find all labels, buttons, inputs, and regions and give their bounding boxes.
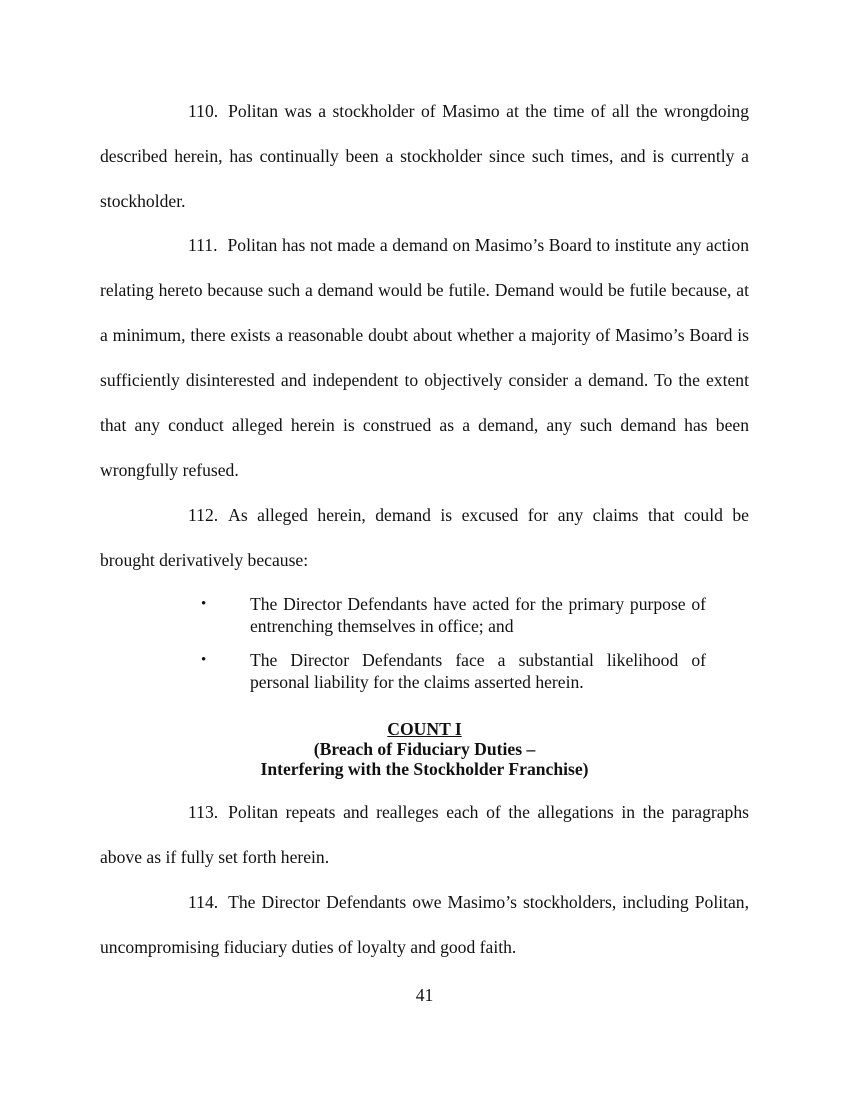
bullet-text: The Director Defendants have acted for the primary purpose of entrenching themselves in office; and [250, 594, 706, 636]
paragraph-number: 112. [188, 505, 219, 525]
bullet-text: The Director Defendants face a substantial likelihood of personal liability for the claims asserted herein. [250, 650, 706, 692]
bullet-item [196, 593, 706, 637]
paragraph-110 [100, 89, 749, 224]
paragraph-number: 110. [188, 101, 219, 121]
paragraph-text: The Director Defendants owe Masimo’s stockholders, including Politan, uncompromising fiduciary duties of loyalty and good faith. [100, 892, 749, 957]
paragraph-number: 113. [188, 802, 219, 822]
page-number: 41 [415, 985, 434, 1005]
paragraph-111 [100, 223, 749, 493]
paragraph-114 [100, 880, 749, 970]
paragraph-text: As alleged herein, demand is excused for any claims that could be brought derivatively because: [100, 505, 749, 570]
bullet-list [196, 593, 706, 705]
bullet-icon: • [201, 596, 207, 612]
paragraph-113 [100, 790, 749, 880]
paragraph-text: Politan repeats and realleges each of the allegations in the paragraphs above as if fully set forth herein. [100, 802, 749, 867]
paragraph-number: 111. [188, 235, 218, 255]
bullet-item [196, 649, 706, 693]
paragraph-text: Politan has not made a demand on Masimo’s Board to institute any action relating hereto because such a demand would be futile. Demand would be futile because, at a minimum, there exists a reasonable doubt about whether a majority of Masimo’s Board is sufficiently disinterested and independent to objectively consider a demand. To the extent that any conduct alleged herein is construed as a demand, any such demand has been wrongfully refused. [100, 235, 749, 480]
count-heading-subtitle-line1: (Breach of Fiduciary Duties – [313, 739, 536, 759]
count-heading-title: COUNT I [387, 719, 462, 739]
bullet-icon: • [201, 652, 207, 668]
paragraph-112 [100, 493, 749, 583]
paragraph-number: 114. [188, 892, 219, 912]
count-heading-subtitle-line2: Interfering with the Stockholder Franchise) [260, 759, 589, 779]
paragraph-text: Politan was a stockholder of Masimo at the time of all the wrongdoing described herein, has continually been a stockholder since such times, and is currently a stockholder. [100, 101, 749, 211]
